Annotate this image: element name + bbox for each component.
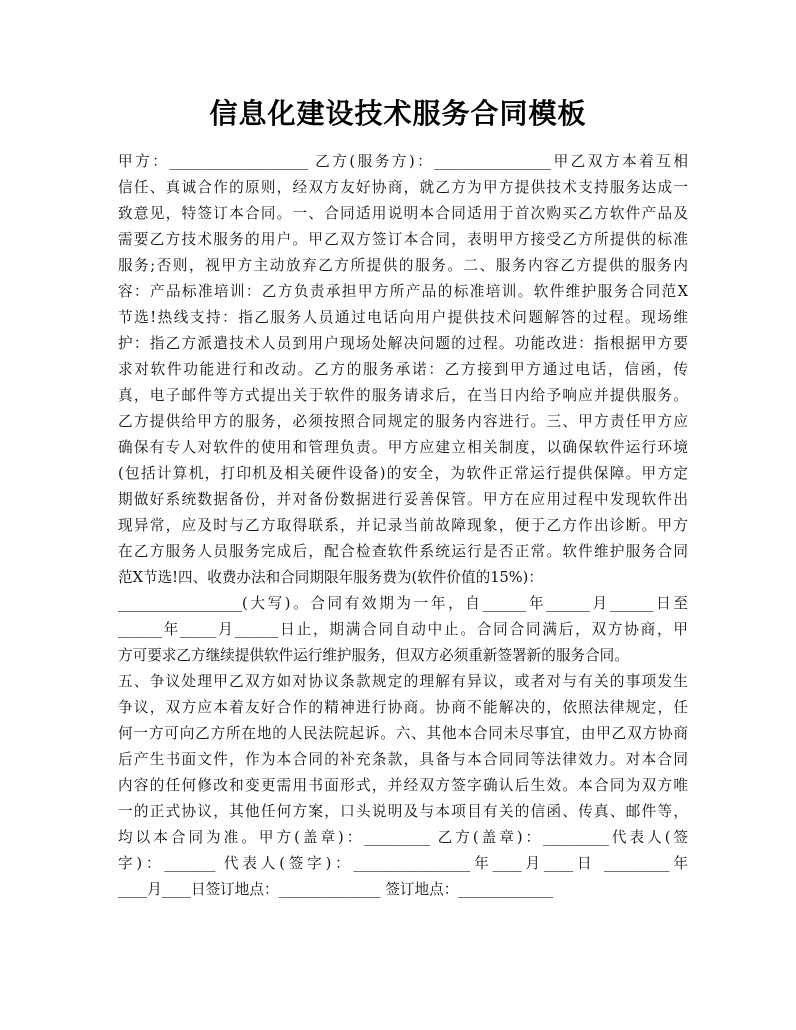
body-line: 后产生书面文件，作为本合同的补充条款，具备与本合同同等法律效力。对本合同 (118, 751, 688, 768)
body-line: 求对软件功能进行和改动。乙方的服务承诺：乙方接到甲方通过电话，信函，传 (118, 361, 688, 378)
body-line: 五、争议处理甲乙双方如对协议条款规定的理解有异议，或者对与有关的事项发生 (118, 673, 688, 690)
body-line: 需要乙方技术服务的用户。甲乙双方签订本合同，表明甲方接受乙方所提供的标准 (118, 231, 688, 248)
body-line: 甲方：___________________ 乙方(服务方)：________________甲乙双方本着互相 (118, 153, 688, 170)
body-line: 节选!热线支持：指乙服务人员通过电话向用户提供技术问题解答的过程。现场维 (118, 309, 688, 326)
body-line: 信任、真诚合作的原则，经双方友好协商，就乙方为甲方提供技术支持服务达成一 (118, 179, 688, 196)
body-line: 字)：_______ 代表人(签字)：________________年____月____日 _________年 (118, 855, 688, 872)
body-line: (包括计算机，打印机及相关硬件设备)的安全，为软件正常运行提供保障。甲方定 (118, 465, 688, 482)
body-line: 何一方可向乙方所在地的人民法院起诉。六、其他本合同未尽事宜，由甲乙双方协商 (118, 725, 688, 742)
contract-body (118, 149, 688, 903)
body-line: ______年_____月______日止，期满合同自动中止。合同合同满后，双方协商，甲 (118, 621, 688, 638)
body-line: 致意见，特签订本合同。一、合同适用说明本合同适用于首次购买乙方软件产品及 (118, 205, 688, 222)
body-line: 均以本合同为准。甲方(盖章)：_________ 乙方(盖章)：_________代表人(签 (118, 829, 688, 846)
body-line: 内容的任何修改和变更需用书面形式，并经双方签字确认后生效。本合同为双方唯 (118, 777, 688, 794)
body-line: 真，电子邮件等方式提出关于软件的服务请求后，在当日内给予响应并提供服务。 (118, 387, 688, 404)
body-line: 服务;否则，视甲方主动放弃乙方所提供的服务。二、服务内容乙方提供的服务内 (118, 257, 688, 274)
body-line: 方可要求乙方继续提供软件运行维护服务，但双方必须重新签署新的服务合同。 (118, 647, 629, 664)
body-line: 期做好系统数据备份，并对备份数据进行妥善保管。甲方在应用过程中发现软件出 (118, 491, 688, 508)
body-line: 在乙方服务人员服务完成后，配合检查软件系统运行是否正常。软件维护服务合同 (118, 543, 688, 560)
body-line: 确保有专人对软件的使用和管理负责。甲方应建立相关制度，以确保软件运行环境 (118, 439, 688, 456)
body-line: 护：指乙方派遣技术人员到用户现场处解决问题的过程。功能改进：指根据甲方要 (118, 335, 688, 352)
document-title: 信息化建设技术服务合同模板 (209, 97, 587, 130)
body-line: 现异常，应及时与乙方取得联系，并记录当前故障现象，便于乙方作出诊断。甲方 (118, 517, 688, 534)
body-line: 一的正式协议，其他任何方案，口头说明及与本项目有关的信函、传真、邮件等， (118, 803, 688, 820)
body-line: 乙方提供给甲方的服务，必须按照合同规定的服务内容进行。三、甲方责任甲方应 (118, 413, 688, 430)
body-line: 容：产品标准培训：乙方负责承担甲方所产品的标准培训。软件维护服务合同范X (118, 283, 688, 300)
body-line: 范X节选!四、收费办法和合同期限年服务费为(软件价值的15%)： (118, 569, 543, 586)
body-line: 争议，双方应本着友好合作的精神进行协商。协商不能解决的，依照法律规定，任 (118, 699, 688, 716)
body-line: ____月____日签订地点：______________ 签订地点：_____________ (118, 881, 554, 898)
body-line: _________________(大写)。合同有效期为一年，自______年______月______日至 (118, 595, 688, 612)
